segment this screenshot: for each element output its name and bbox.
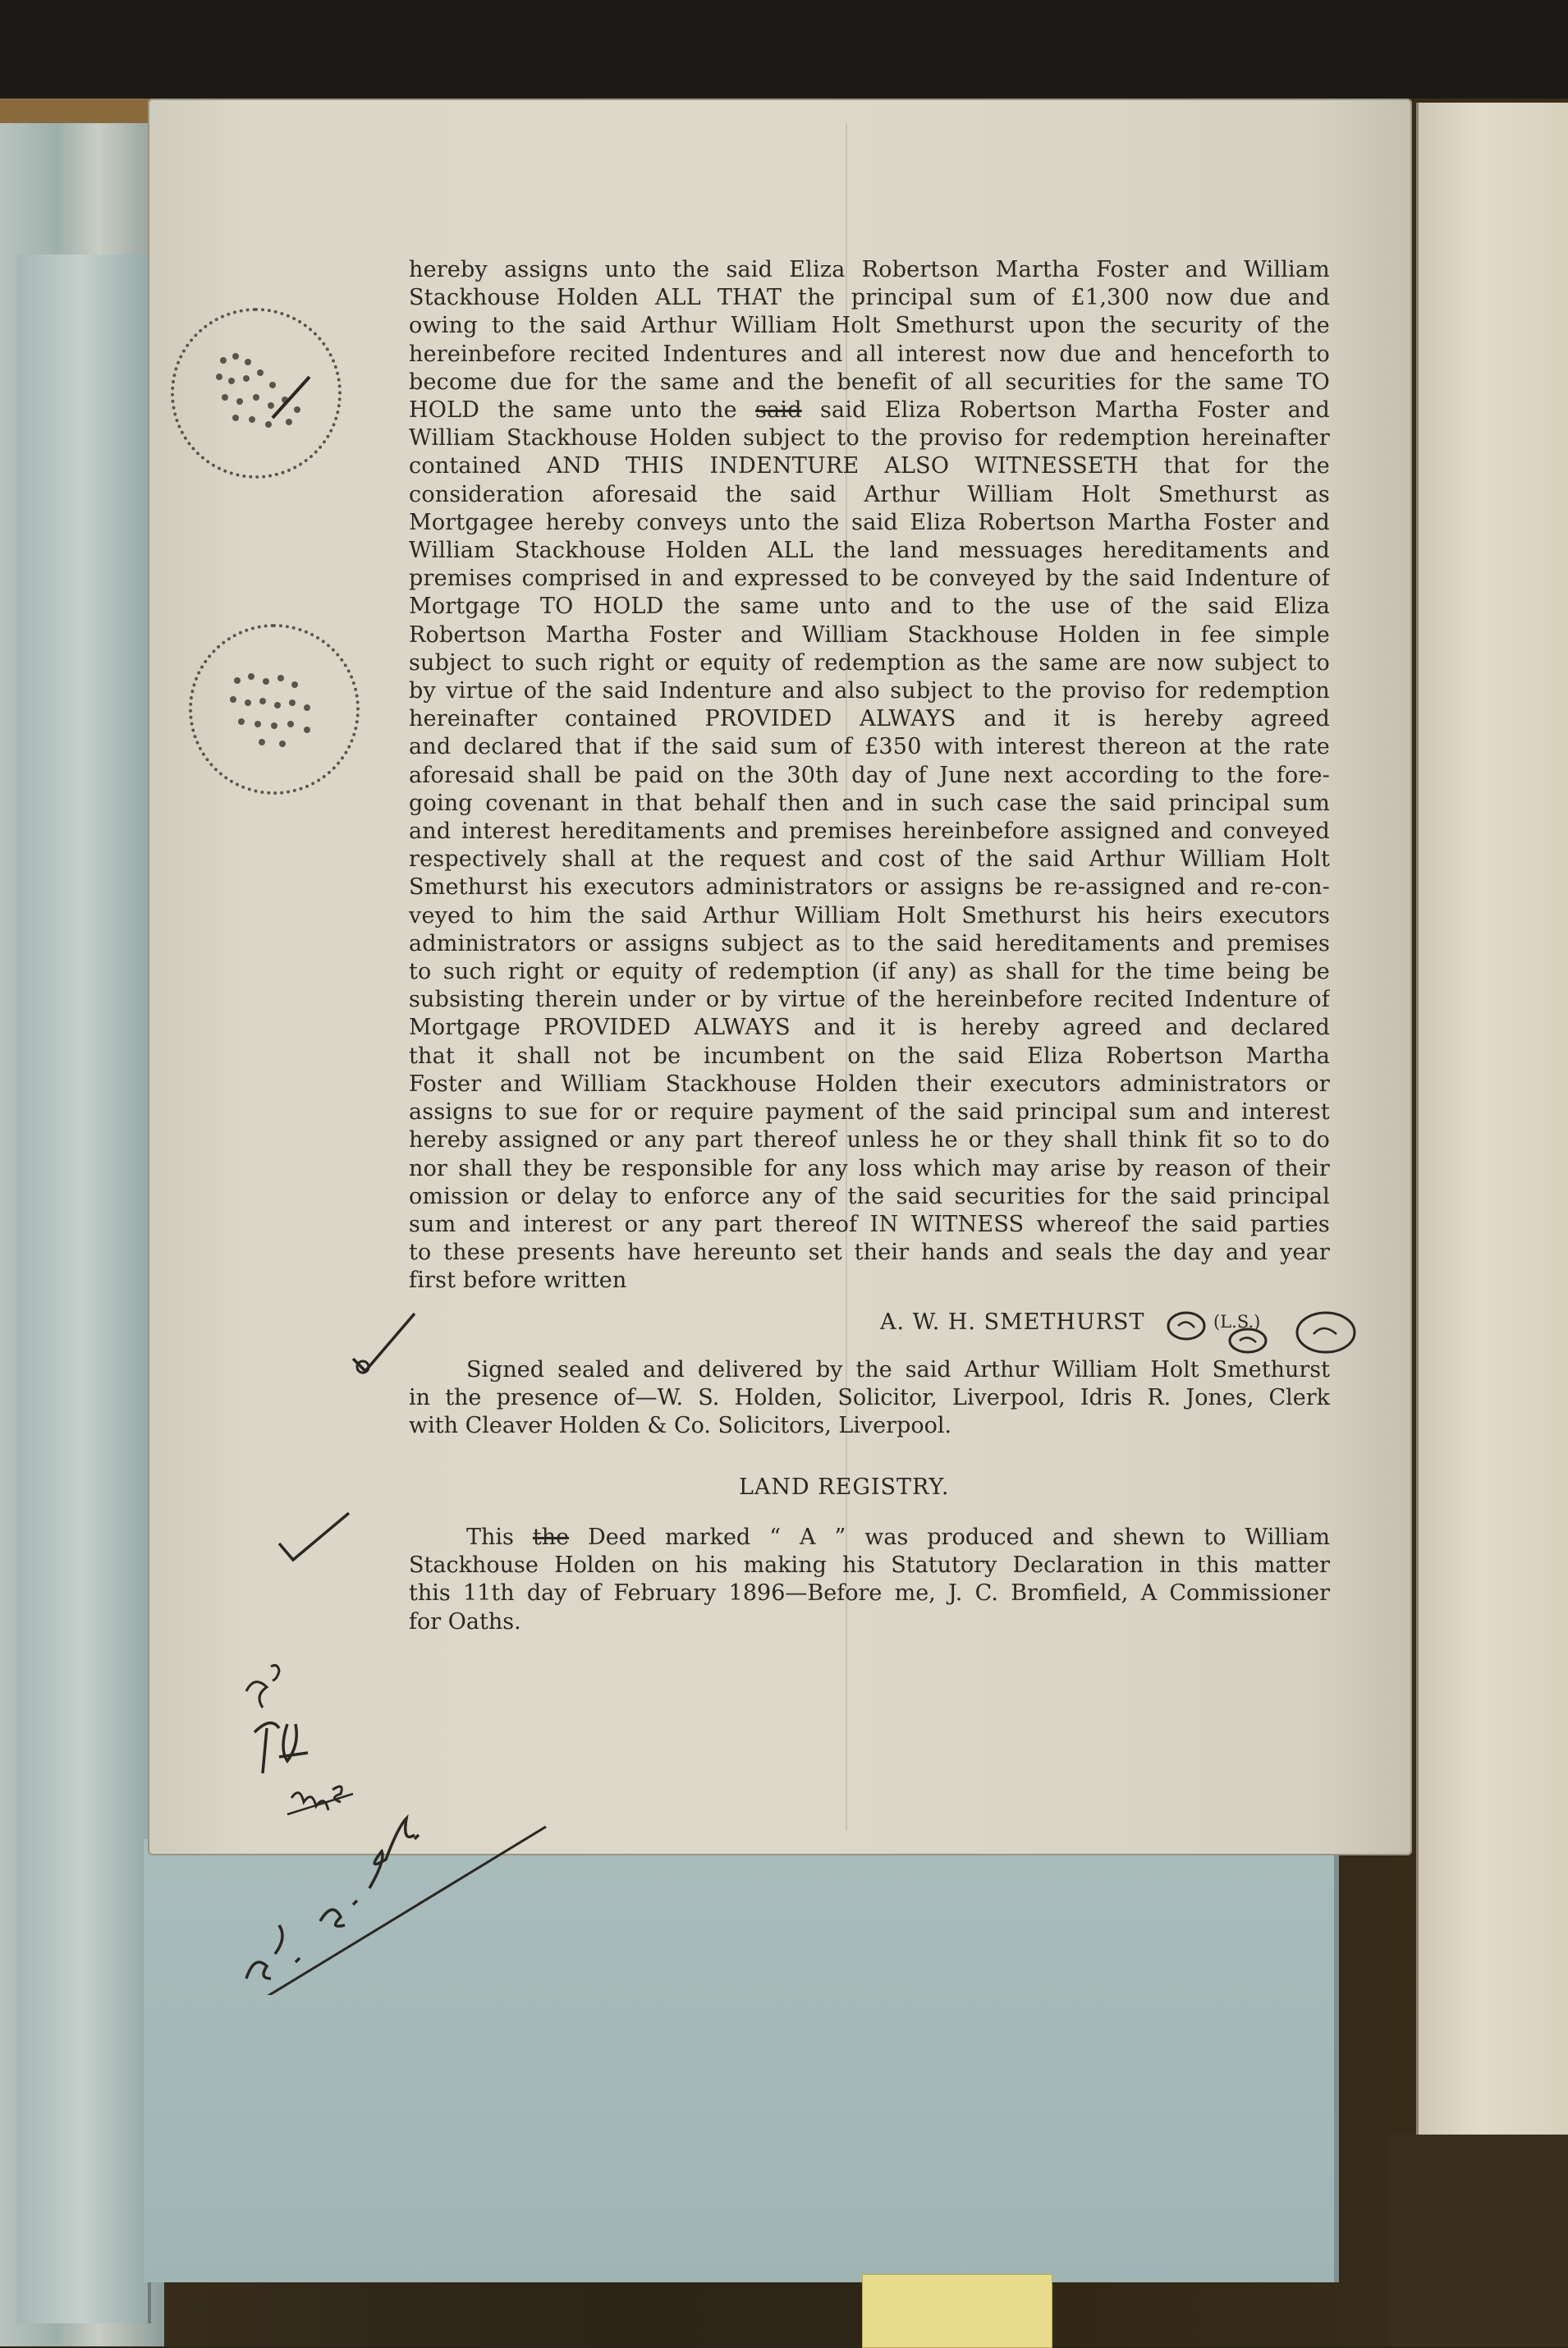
body-line: respectively shall at the request and cost of the said Arthur William Holt — [409, 846, 1330, 873]
body-line: Robertson Martha Foster and William Stackhouse Holden in fee simple — [409, 621, 1330, 648]
left-page-stack — [0, 123, 164, 2346]
body-line: premises comprised in and expressed to be conveyed by the said Indenture of — [409, 566, 1330, 592]
body-line: contained AND THIS INDENTURE ALSO WITNESSETH that for the — [409, 453, 1330, 479]
body-line: subject to such right or equity of redemption as the same are now subject to — [409, 649, 1330, 676]
body-line: administrators or assigns subject as to the said hereditaments and premises — [409, 930, 1330, 956]
top-shadow — [0, 0, 1568, 99]
body-line: William Stackhouse Holden subject to the proviso for redemption hereinafter — [409, 425, 1330, 452]
body-line: going covenant in that behalf then and in such case the said principal sum — [409, 790, 1330, 816]
body-line: and declared that if the said sum of £350 with interest thereon at the rate — [409, 734, 1330, 760]
body-line: hereby assigns unto the said Eliza Robertson Martha Foster and William — [409, 257, 1330, 282]
body-line: aforesaid shall be paid on the 30th day of June next according to the fore- — [409, 762, 1330, 788]
body-line: owing to the said Arthur William Holt Smethurst upon the security of the — [409, 313, 1330, 339]
land-registry-heading: LAND REGISTRY. — [739, 1474, 950, 1500]
body-line: that it shall not be incumbent on the said Eliza Robertson Martha — [409, 1043, 1330, 1069]
body-line: and interest hereditaments and premises hereinbefore assigned and conveyed — [409, 819, 1330, 845]
body-line-with-strikethrough — [409, 397, 1330, 424]
body-line: consideration aforesaid the said Arthur William Holt Smethurst as — [409, 481, 1330, 507]
signed-line: in the presence of—W. S. Holden, Solicitor, Liverpool, Idris R. Jones, Clerk — [409, 1385, 1330, 1411]
land-registry-text — [409, 1524, 1330, 1636]
land-line-with-strikethrough — [409, 1524, 1330, 1552]
line-prefix: HOLD the same unto the — [409, 397, 756, 424]
body-line: nor shall they be responsible for any loss which may arise by reason of their — [409, 1155, 1330, 1181]
signature-name: A. W. H. SMETHURST — [880, 1309, 1145, 1335]
embossed-stamp-top — [171, 308, 342, 479]
body-line: by virtue of the said Indenture and also subject to the proviso for redemption — [409, 678, 1330, 704]
body-line: to such right or equity of redemption (if any) as shall for the time being be — [409, 959, 1330, 985]
land-line: Stackhouse Holden on his making his Statutory Declaration in this matter — [409, 1552, 1330, 1579]
deed-body-text — [409, 256, 1330, 1296]
handwritten-date-icon — [230, 1765, 558, 1995]
stamp-pattern-icon — [192, 627, 356, 791]
body-line: sum and interest or any part thereof IN WITNESS whereof the said parties — [409, 1211, 1330, 1237]
body-line: Mortgage TO HOLD the same unto and to the use of the said Eliza — [409, 594, 1330, 620]
land-line: this 11th day of February 1896—Before me, J. C. Bromfield, A Commissioner — [409, 1580, 1330, 1607]
body-line: William Stackhouse Holden ALL the land messuages hereditaments and — [409, 538, 1330, 564]
body-line: hereinbefore recited Indentures and all interest now due and henceforth to — [409, 341, 1330, 367]
line-prefix: This — [466, 1525, 533, 1550]
check-mark-icon — [275, 1506, 357, 1572]
body-line: assigns to sue for or require payment of the said principal sum and interest — [409, 1099, 1330, 1126]
seal-label: (L.S.) — [1213, 1312, 1261, 1332]
body-line: omission or delay to enforce any of the said securities for the said principal — [409, 1183, 1330, 1209]
signed-line: Signed sealed and delivered by the said Arthur William Holt Smethurst — [466, 1357, 1330, 1383]
body-line: Smethurst his executors administrators or assigns be re-assigned and re-con- — [409, 874, 1330, 901]
body-line: become due for the same and the benefit of all securities for the same TO — [409, 369, 1330, 395]
line-suffix: said Eliza Robertson Martha Foster and — [801, 397, 1330, 424]
signed-sealed-delivered — [409, 1356, 1330, 1441]
stamp-pattern-icon — [174, 311, 338, 475]
body-line: Foster and William Stackhouse Holden their executors administrators or — [409, 1071, 1330, 1097]
struck-word: the — [532, 1525, 570, 1550]
body-line: hereby assigned or any part thereof unless he or they shall think fit so to do — [409, 1127, 1330, 1153]
body-line: Stackhouse Holden ALL THAT the principal sum of £1,300 now due and — [409, 285, 1330, 311]
page-edges — [16, 255, 151, 2323]
line-suffix: Deed marked “ A ” was produced and shewn to William — [569, 1525, 1330, 1550]
binding-corner — [1387, 2135, 1568, 2346]
body-line: hereinafter contained PROVIDED ALWAYS and it is hereby agreed — [409, 706, 1330, 732]
body-line: subsisting therein under or by virtue of the hereinbefore recited Indenture of — [409, 987, 1330, 1013]
struck-word: said — [755, 397, 802, 424]
embossed-stamp-bottom — [189, 624, 360, 795]
body-line: veyed to him the said Arthur William Holt Smethurst his heirs executors — [409, 902, 1330, 929]
body-line: Mortgagee hereby conveys unto the said Eliza Robertson Martha Foster and — [409, 509, 1330, 535]
body-line: first before written — [409, 1268, 627, 1294]
yellow-marker-tab — [862, 2274, 1052, 2348]
signed-line: with Cleaver Holden & Co. Solicitors, Liverpool. — [409, 1413, 952, 1439]
body-line: to these presents have hereunto set their hands and seals the day and year — [409, 1240, 1330, 1266]
check-mark-icon — [345, 1309, 427, 1383]
land-line: for Oaths. — [409, 1608, 521, 1635]
body-line: Mortgage PROVIDED ALWAYS and it is hereby agreed and declared — [409, 1015, 1330, 1041]
facing-page — [1416, 103, 1568, 2139]
